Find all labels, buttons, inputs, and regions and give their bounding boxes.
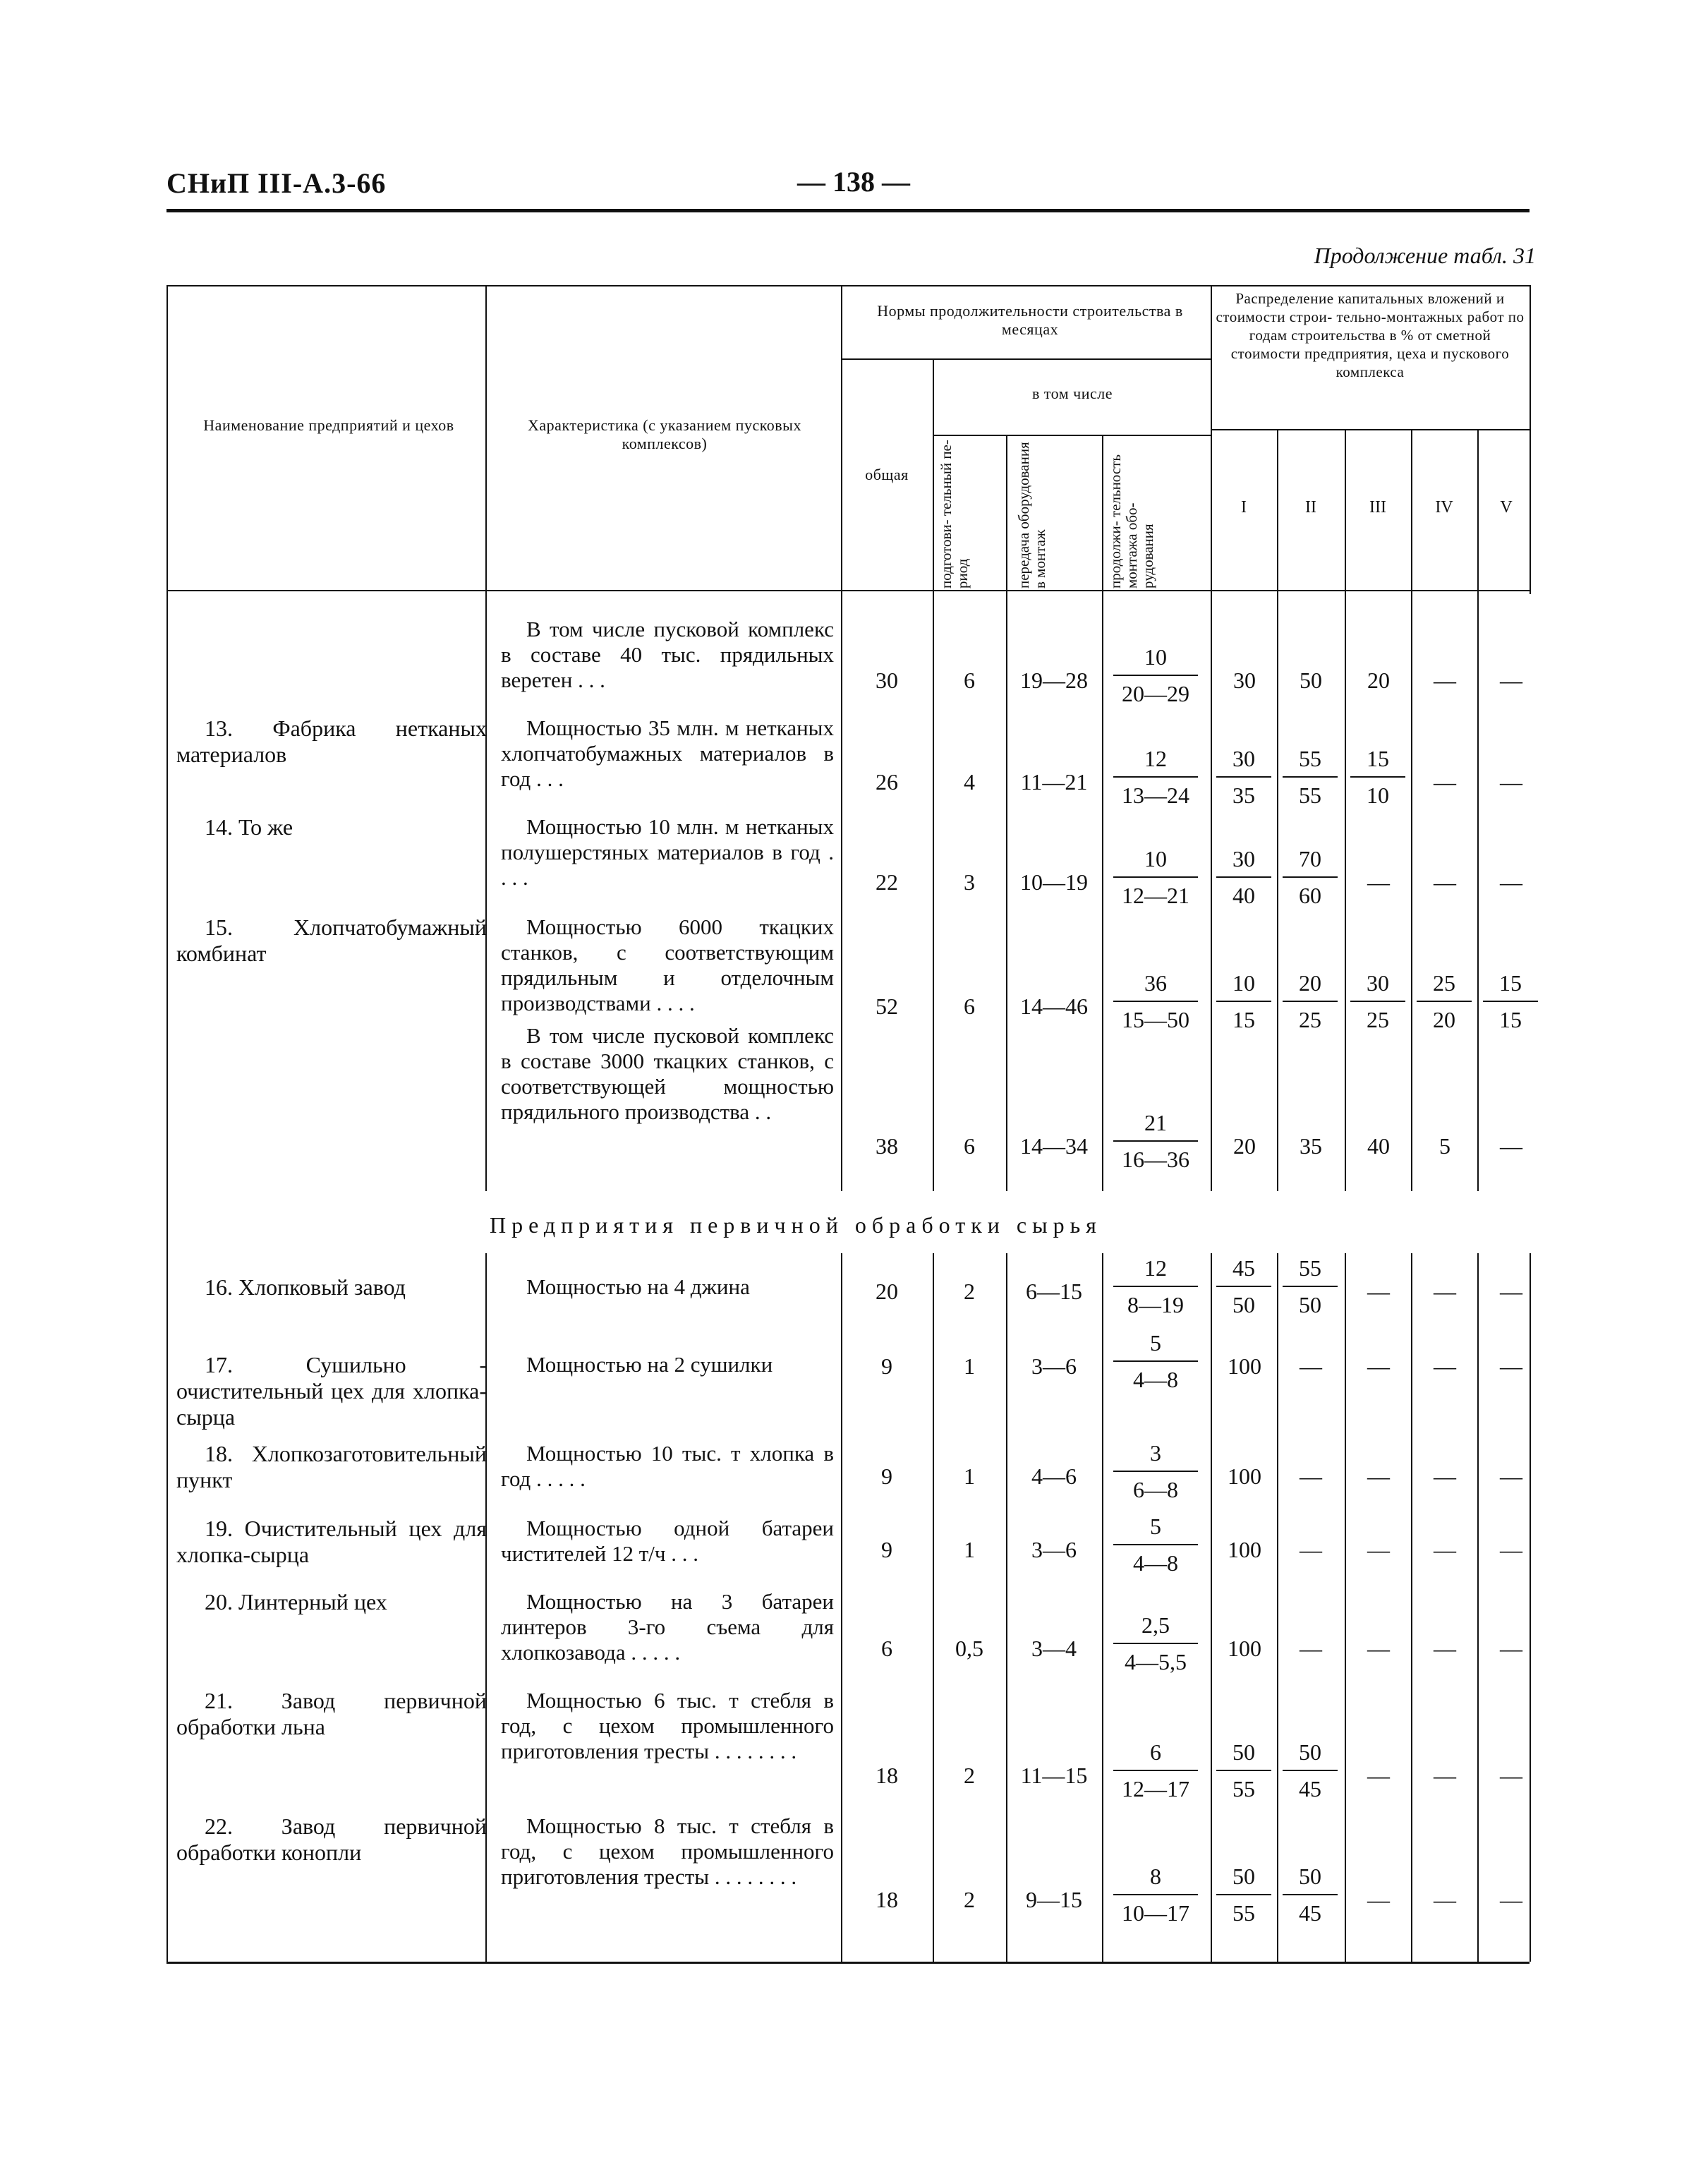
install-duration-fraction [1113, 1739, 1198, 1802]
year-share-fraction [1350, 970, 1405, 1033]
year-share-fraction [1216, 745, 1271, 809]
install-period: 10—17 [1122, 1900, 1189, 1926]
year-header-3: III [1369, 498, 1386, 517]
characteristic-text: Мощностью 10 млн. м нетканых полушерстяных материалов в год . . . . [501, 814, 834, 890]
page-number: — 138 — [797, 166, 910, 198]
install-duration-fraction [1113, 1612, 1198, 1675]
year-share-fraction [1283, 1739, 1338, 1802]
year-share: — [1500, 769, 1522, 795]
year-share: 50 [1300, 668, 1322, 693]
install-months: 6 [1113, 1739, 1198, 1771]
year-share-smr: 55 [1232, 1900, 1255, 1926]
equipment-months: 6—15 [1026, 1279, 1082, 1304]
year-header-1: I [1241, 498, 1247, 517]
year-share-total: 50 [1283, 1863, 1338, 1895]
year-header-4: IV [1435, 498, 1453, 517]
year-share: — [1367, 1636, 1390, 1661]
equipment-months: 9—15 [1026, 1887, 1082, 1912]
year-share-smr: 50 [1232, 1292, 1255, 1317]
column-header-characteristic: Характеристика (с указанием пусковых комплексов) [528, 416, 801, 452]
year-share: — [1300, 1636, 1322, 1661]
header-rule [166, 209, 1530, 212]
year-share: — [1434, 1636, 1456, 1661]
year-share-total: 50 [1216, 1863, 1271, 1895]
total-months: 22 [876, 869, 898, 895]
year-share-total: 55 [1283, 745, 1338, 778]
install-months: 2,5 [1113, 1612, 1198, 1644]
year-share-smr: 50 [1299, 1292, 1321, 1317]
year-share-total: 55 [1283, 1255, 1338, 1287]
year-share: — [1500, 1763, 1522, 1788]
prep-months: 6 [964, 994, 975, 1019]
install-months: 21 [1113, 1109, 1198, 1142]
year-share: — [1434, 1279, 1456, 1304]
install-period: 6—8 [1133, 1477, 1178, 1502]
year-share: 40 [1367, 1133, 1390, 1159]
prep-months: 1 [964, 1537, 975, 1562]
year-share-total: 50 [1283, 1739, 1338, 1771]
document-code: СНиП III-А.3-66 [166, 167, 387, 199]
year-share-total: 15 [1483, 970, 1538, 1002]
install-months: 12 [1113, 745, 1198, 778]
year-share: 35 [1300, 1133, 1322, 1159]
total-months: 9 [881, 1537, 892, 1562]
year-share-fraction [1283, 745, 1338, 809]
year-share: — [1367, 869, 1390, 895]
year-share: — [1367, 1537, 1390, 1562]
install-duration-fraction [1113, 845, 1198, 909]
year-share: 5 [1439, 1133, 1450, 1159]
enterprise-name: 21. Завод первичной обработки льна [176, 1688, 487, 1739]
install-months: 5 [1113, 1513, 1198, 1545]
year-share: — [1500, 668, 1522, 693]
install-months: 10 [1113, 644, 1198, 676]
year-share-smr: 20 [1433, 1007, 1455, 1032]
year-share: 30 [1233, 668, 1256, 693]
year-share: — [1500, 1133, 1522, 1159]
year-share: — [1434, 1537, 1456, 1562]
column-header-name: Наименование предприятий и цехов [203, 416, 454, 434]
year-share: — [1500, 869, 1522, 895]
enterprise-name: 22. Завод первичной обработки конопли [176, 1813, 487, 1865]
install-months: 10 [1113, 845, 1198, 878]
characteristic-text: Мощностью на 3 батареи линтеров 3-го съема для хлопкозавода . . . . . [501, 1589, 834, 1665]
year-share: — [1500, 1353, 1522, 1379]
year-share-total: 70 [1283, 845, 1338, 878]
year-share: — [1500, 1279, 1522, 1304]
install-period: 12—21 [1122, 883, 1189, 908]
year-share-fraction [1417, 970, 1472, 1033]
install-period: 4—5,5 [1125, 1649, 1187, 1674]
year-share: 100 [1228, 1636, 1261, 1661]
year-share-total: 15 [1350, 745, 1405, 778]
enterprise-name: 15. Хлопчатобумажный комбинат [176, 915, 487, 966]
install-months: 3 [1113, 1439, 1198, 1472]
install-period: 13—24 [1122, 783, 1189, 808]
year-share: 100 [1228, 1353, 1261, 1379]
year-share: — [1500, 1636, 1522, 1661]
equipment-months: 3—6 [1031, 1537, 1077, 1562]
year-share: — [1367, 1887, 1390, 1912]
year-share-fraction [1216, 1863, 1271, 1926]
year-share-fraction [1350, 745, 1405, 809]
prep-months: 1 [964, 1353, 975, 1379]
characteristic-text: В том числе пусковой комплекс в составе 40 тыс. прядильных веретен . . . [501, 617, 834, 692]
total-months: 26 [876, 769, 898, 795]
prep-months: 6 [964, 668, 975, 693]
total-months: 6 [881, 1636, 892, 1661]
install-months: 8 [1113, 1863, 1198, 1895]
characteristic-text: Мощностью 6000 ткацких станков, с соответствующим прядильным и отделочным производствами . . . . [501, 915, 834, 1015]
year-share-smr: 25 [1299, 1007, 1321, 1032]
year-share-fraction [1483, 970, 1538, 1033]
year-share: — [1300, 1353, 1322, 1379]
year-header-2: II [1305, 498, 1316, 517]
equipment-months: 11—15 [1020, 1763, 1088, 1788]
equipment-months: 10—19 [1020, 869, 1088, 895]
year-share-smr: 35 [1232, 783, 1255, 808]
prep-months: 2 [964, 1887, 975, 1912]
year-share: — [1434, 1463, 1456, 1489]
prep-months: 6 [964, 1133, 975, 1159]
year-share-total: 20 [1283, 970, 1338, 1002]
equipment-months: 3—4 [1031, 1636, 1077, 1661]
total-months: 30 [876, 668, 898, 693]
year-share: — [1367, 1353, 1390, 1379]
year-share: 20 [1367, 668, 1390, 693]
year-share: — [1434, 1763, 1456, 1788]
year-share-total: 50 [1216, 1739, 1271, 1771]
year-share-smr: 55 [1232, 1776, 1255, 1801]
column-header-prep: подготови- тельный пе- риод [938, 440, 971, 588]
table-continuation-note: Продолжение табл. 31 [1314, 243, 1536, 268]
year-share: — [1300, 1537, 1322, 1562]
enterprise-name: 16. Хлопковый завод [205, 1274, 406, 1300]
year-share: — [1500, 1887, 1522, 1912]
equipment-months: 3—6 [1031, 1353, 1077, 1379]
year-share-total: 10 [1216, 970, 1271, 1002]
year-share: — [1434, 1353, 1456, 1379]
enterprise-name: 13. Фабрика нетканых материалов [176, 716, 487, 767]
install-duration-fraction [1113, 1255, 1198, 1318]
prep-months: 4 [964, 769, 975, 795]
install-duration-fraction [1113, 1329, 1198, 1393]
column-header-norms: Нормы продолжительности строительства в месяцах [877, 302, 1183, 338]
characteristic-text: Мощностью 6 тыс. т стебля в год, с цехом промышленного приготовления тресты . . . . . . . . [501, 1688, 834, 1763]
install-period: 8—19 [1127, 1292, 1184, 1317]
column-header-incl: в том числе [1031, 385, 1113, 402]
install-period: 12—17 [1122, 1776, 1189, 1801]
year-share: — [1500, 1537, 1522, 1562]
install-period: 4—8 [1133, 1367, 1178, 1392]
year-share-smr: 25 [1367, 1007, 1389, 1032]
total-months: 18 [876, 1763, 898, 1788]
install-duration-fraction [1113, 1863, 1198, 1926]
column-header-distribution: Распределение капитальных вложений и стоимости строи- тельно-монтажных работ по годам строительства в % от сметной стоимости предприятия, цеха и пускового комплекса [1216, 290, 1525, 380]
year-header-5: V [1500, 498, 1513, 517]
year-share: — [1434, 869, 1456, 895]
year-share-smr: 45 [1299, 1900, 1321, 1926]
equipment-months: 14—34 [1020, 1133, 1088, 1159]
year-share: — [1434, 668, 1456, 693]
equipment-months: 19—28 [1020, 668, 1088, 693]
year-share-total: 25 [1417, 970, 1472, 1002]
year-share-fraction [1283, 1863, 1338, 1926]
characteristic-text: Мощностью 10 тыс. т хлопка в год . . . . . [501, 1441, 834, 1491]
install-duration-fraction [1113, 1109, 1198, 1173]
install-months: 5 [1113, 1329, 1198, 1362]
year-share-smr: 55 [1299, 783, 1321, 808]
install-months: 36 [1113, 970, 1198, 1002]
year-share-smr: 60 [1299, 883, 1321, 908]
prep-months: 2 [964, 1279, 975, 1304]
year-share-fraction [1283, 970, 1338, 1033]
equipment-months: 14—46 [1020, 994, 1088, 1019]
total-months: 38 [876, 1133, 898, 1159]
year-share-total: 45 [1216, 1255, 1271, 1287]
year-share-fraction [1216, 1255, 1271, 1318]
year-share: — [1434, 1887, 1456, 1912]
year-share-fraction [1216, 845, 1271, 909]
equipment-months: 11—21 [1020, 769, 1088, 795]
year-share-total: 30 [1216, 845, 1271, 878]
year-share-fraction [1283, 845, 1338, 909]
characteristic-text: Мощностью 8 тыс. т стебля в год, с цехом промышленного приготовления тресты . . . . . . . . [501, 1813, 834, 1889]
column-header-equip: передача оборудования в монтаж [1015, 442, 1048, 588]
year-share: — [1367, 1279, 1390, 1304]
equipment-months: 4—6 [1031, 1463, 1077, 1489]
install-period: 15—50 [1122, 1007, 1189, 1032]
year-share: — [1367, 1763, 1390, 1788]
install-duration-fraction [1113, 1439, 1198, 1503]
year-share-smr: 15 [1232, 1007, 1255, 1032]
year-share-total: 30 [1216, 745, 1271, 778]
column-header-total: общая [865, 466, 909, 483]
prep-months: 2 [964, 1763, 975, 1788]
year-share: — [1300, 1463, 1322, 1489]
year-share-smr: 15 [1499, 1007, 1522, 1032]
enterprise-name: 17. Сушильно - очистительный цех для хлопка-сырца [176, 1352, 487, 1430]
section-title: Предприятия первичной обработки сырья [490, 1212, 1102, 1238]
prep-months: 3 [964, 869, 975, 895]
prep-months: 1 [964, 1463, 975, 1489]
characteristic-text: Мощностью 35 млн. м нетканых хлопчатобумажных материалов в год . . . [501, 716, 834, 791]
install-duration-fraction [1113, 1513, 1198, 1576]
characteristic-text: Мощностью одной батареи чистителей 12 т/ч . . . [501, 1516, 834, 1566]
characteristic-text: В том числе пусковой комплекс в составе 3000 ткацких станков, с соответствующей мощностью прядильного производства . . [501, 1023, 834, 1124]
year-share: 20 [1233, 1133, 1256, 1159]
install-duration-fraction [1113, 644, 1198, 707]
enterprise-name: 18. Хлопкозаготовительный пункт [176, 1441, 487, 1492]
year-share-smr: 10 [1367, 783, 1389, 808]
year-share: — [1434, 769, 1456, 795]
year-share-total: 30 [1350, 970, 1405, 1002]
characteristic-text: Мощностью на 4 джина [526, 1274, 750, 1299]
install-duration-fraction [1113, 745, 1198, 809]
install-duration-fraction [1113, 970, 1198, 1033]
year-share-smr: 40 [1232, 883, 1255, 908]
year-share: — [1367, 1463, 1390, 1489]
total-months: 9 [881, 1353, 892, 1379]
prep-months: 0,5 [955, 1636, 983, 1661]
enterprise-name: 20. Линтерный цех [205, 1589, 387, 1614]
total-months: 20 [876, 1279, 898, 1304]
install-period: 4—8 [1133, 1550, 1178, 1576]
year-share-smr: 45 [1299, 1776, 1321, 1801]
install-period: 20—29 [1122, 681, 1189, 706]
enterprise-name: 19. Очистительный цех для хлопка-сырца [176, 1516, 487, 1567]
install-period: 16—36 [1122, 1147, 1189, 1172]
year-share: 100 [1228, 1463, 1261, 1489]
year-share-fraction [1216, 1739, 1271, 1802]
total-months: 52 [876, 994, 898, 1019]
total-months: 18 [876, 1887, 898, 1912]
year-share-fraction [1216, 970, 1271, 1033]
year-share-fraction [1283, 1255, 1338, 1318]
year-share: — [1500, 1463, 1522, 1489]
total-months: 9 [881, 1463, 892, 1489]
enterprise-name: 14. То же [205, 814, 293, 840]
year-share: 100 [1228, 1537, 1261, 1562]
column-header-install: продолжи- тельность монтажа обо- рудования [1107, 454, 1156, 588]
characteristic-text: Мощностью на 2 сушилки [526, 1352, 773, 1377]
install-months: 12 [1113, 1255, 1198, 1287]
